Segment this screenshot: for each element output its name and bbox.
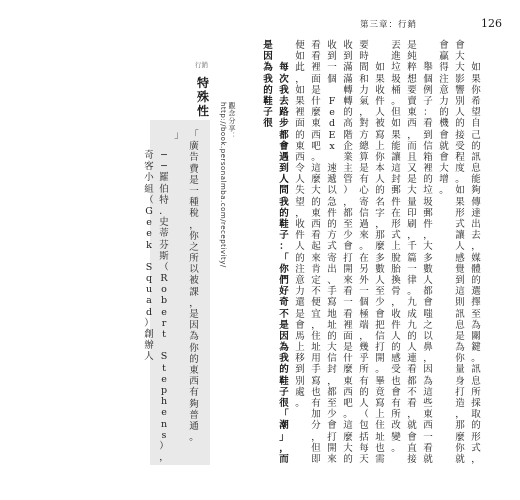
text-column: 如 果 你 希 望 自 己 的 訊 息 能 夠 傳 達 出 去 ， 媒 體 的 選 擇 至 為 關 鍵 。 訊 息 所 採 取 的 形 式 ， (471, 62, 481, 465)
text-column: 看 看 裡 面 是 什 麼 東 西 吧 。 這 麼 大 的 東 西 看 起 來 肯 定 不 便 宜 ， 住 址 用 手 寫 也 有 加 分 ， 但 即 (311, 40, 321, 465)
quote-attribution: ─ ─ 羅 伯 特 ． 史 蒂 芬 斯 （ R o b e r t S t e p h e n s ） ， (159, 150, 169, 464)
text-column: 便 如 此 ， 如 果 裡 面 的 東 西 令 人 失 望 ， 收 件 人 的 注 意 力 還 是 會 馬 上 移 到 別 處 。 (295, 40, 305, 409)
text-column: 丟 進 垃 圾 桶 。 但 如 果 能 讓 這 封 郵 件 在 形 式 上 脫 胎 換 骨 ， 收 件 人 的 感 受 也 會 有 所 改 變 。 (391, 40, 401, 454)
quote-attribution: 奇 客 小 組 （ G e e k S q u a d ） 創 辦 人 (144, 150, 154, 363)
text-column: 是 因 為 我 的 鞋 子 很 (263, 40, 273, 130)
quote-line: 」 (174, 130, 184, 141)
running-header (360, 18, 510, 32)
text-column: 舉 個 例 子 ： 看 到 信 箱 裡 的 垃 圾 郵 件 ， 大 多 數 人 都 會 嗤 之 以 鼻 ， 因 為 這 些 東 西 一 看 就 (423, 62, 433, 465)
text-column: 每 次 我 去 路 步 都 會 遇 到 人 問 我 的 鞋 子 ： 「 你 們 好 奇 不 是 因 為 我 的 鞋 子 很 「 潮 」 ， 而 (279, 62, 289, 465)
section-heading (193, 60, 215, 120)
section-number: 行銷 (195, 61, 208, 69)
share-url: 觀念分享：http://book.personalmba.com/receptivity/ (219, 102, 236, 268)
page-number: 126 (481, 17, 502, 30)
text-column: 是 純 粹 想 要 賣 東 西 ， 而 且 又 是 大 量 印 刷 ， 千 篇 一 律 。 九 成 九 的 人 連 看 都 不 看 ， 就 會 直 接 (407, 40, 417, 465)
text-column: 會 大 大 影 響 別 人 的 接 受 程 度 。 如 果 形 式 讓 人 感 覺 到 這 則 訊 息 是 為 你 量 身 打 造 ， 那 麼 你 就 (455, 40, 465, 465)
text-column: 收 到 一 個 F e d E x 速 遞 以 急 件 的 方 式 寄 出 、 手 寫 地 址 的 大 信 封 ， 都 至 少 會 打 開 來 (327, 40, 337, 465)
chapter-title: 第三章：行銷 (360, 20, 418, 30)
text-column: 收 到 滿 滿 轉 轉 的 高 階 企 業 主 管 ） ， 都 至 少 會 打 開 來 看 一 看 裡 面 是 什 麼 東 西 吧 。 這 麼 大 的 (343, 40, 353, 465)
section-title: 特殊性 (196, 76, 209, 118)
text-column: 如 果 收 件 人 被 寫 上 你 本 人 的 名 字 ， 那 麼 多 數 人 至 少 會 把 信 打 開 。 畢 竟 寫 上 住 址 也 需 (375, 62, 385, 465)
quote-line: 「 廣 告 費 是 一 種 稅 ， 你 之 所 以 被 課 ， 是 因 為 你 的 東 西 有 夠 普 通 。 (189, 130, 199, 444)
text-column: 要 時 間 和 力 氣 ， 對 方 總 算 是 有 心 寄 信 過 來 。 在 另 外 一 個 極 端 ， 幾 乎 所 有 的 人 （ 包 括 每 天 (359, 40, 369, 465)
text-column: 會 贏 得 注 意 力 的 機 會 就 會 大 增 。 (439, 40, 449, 197)
